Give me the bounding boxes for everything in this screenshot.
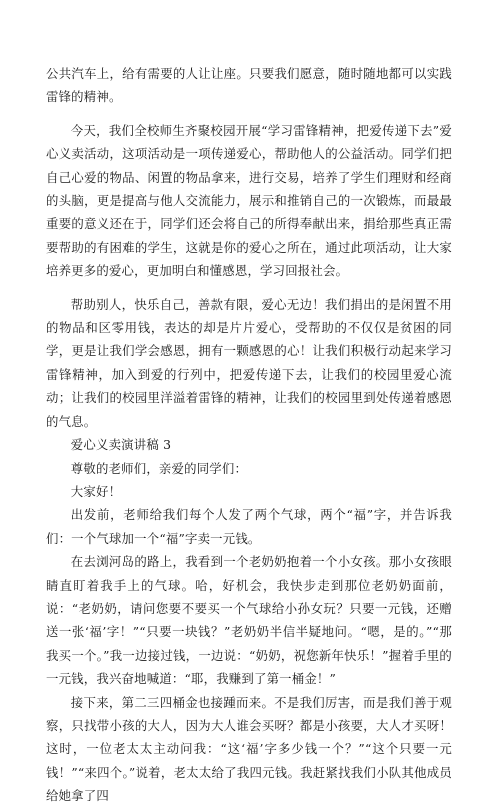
paragraph: 出发前，老师给我们每个人发了两个气球，两个“福”字，并告诉我们：一个气球加一个“福”字卖一元钱。 [46,507,452,546]
section-heading: 爱心义卖演讲稿 3 [70,437,172,453]
greeting: 大家好！ [70,483,122,499]
salutation: 尊敬的老师们，亲爱的同学们： [70,460,248,476]
paragraph: 在去浏河岛的路上，我看到一个老奶奶抱着一个小女孩。那小女孩眼睛直盯着我手上的气球。哈，好机会，我快步走到那位老奶奶面前，说：“老奶奶，请问您要不要买一个气球给小孙女玩？只要一元钱，还赠送一张‘福’字！”“只要一块钱？”老奶奶半信半疑地问。“嗯，是的。”“那我买一个。”我一边接过钱，一边说：“奶奶，祝您新年快乐！”握着手里的一元钱，我兴奋地喊道：“耶，我赚到了第一桶金！” [46,554,452,687]
paragraph: 今天，我们全校师生齐聚校园开展“学习雷锋精神，把爱传递下去”爱心义卖活动，这项活动是一项传递爱心，帮助他人的公益活动。同学们把自己心爱的物品、闲置的物品拿来，进行交易，培养了学生们理财和经商的头脑，更是提高与他人交流能力，展示和推销自己的一次锻炼，而最最重要的意义还在于，同学们还会将自己的所得奉献出来，捐给那些真正需要帮助的有困难的学生，这就是你的爱心之所在，通过此项活动，让大家培养更多的爱心，更加明白和懂感恩，学习回报社会。 [46,122,452,279]
paragraph: 帮助别人，快乐自己，善款有限，爱心无边！我们捐出的是闲置不用的物品和区零用钱，表达的却是片片爱心，受帮助的不仅仅是贫困的同学，更是让我们学会感恩，拥有一颗感恩的心！让我们积极行动起来学习雷锋精神，加入到爱的行列中，把爱传递下去，让我们的校园里爱心流动；让我们的校园里洋溢着雷锋的精神，让我们的校园里到处传递着感恩的气息。 [46,296,452,429]
paragraph: 公共汽车上，给有需要的人让让座。只要我们愿意，随时随地都可以实践雷锋的精神。 [46,66,452,105]
paragraph: 接下来，第二三四桶金也接踵而来。不是我们厉害，而是我们善于观察，只找带小孩的大人，因为大人谁会买呀？都是小孩要，大人才买呀！这时，一位老太太主动问我：“这‘福’字多少钱一个？”“这个只要一元钱！”“来四个。”说着，老太太给了我四元钱。我赶紧找我们小队其他成员给她拿了四 [46,694,452,804]
